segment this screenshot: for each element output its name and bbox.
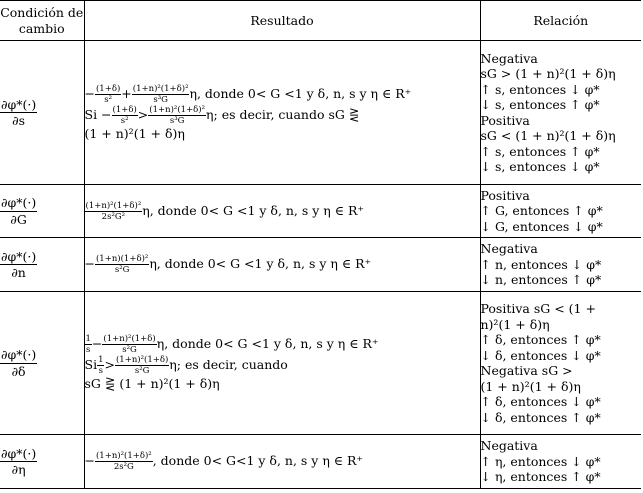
result-operator: +: [121, 85, 132, 101]
relation-line: ↑ δ, entonces ↓ φ*: [480, 394, 601, 409]
header-resultado: Resultado: [84, 1, 480, 41]
fraction-numerator: (1+n)²(1+δ)²: [85, 200, 142, 211]
result-line: [85, 201, 480, 222]
fraction-denominator: s³G: [148, 115, 206, 126]
result-operator: >: [104, 357, 115, 373]
fraction-denominator: ∂n: [0, 264, 37, 281]
fraction-denominator: s²G: [115, 365, 169, 376]
result-operator: −: [91, 336, 103, 352]
resultado-cell: [84, 435, 480, 489]
header-condicion: Condición de cambio: [0, 1, 84, 41]
fraction-denominator: ∂δ: [0, 363, 37, 380]
fraction: [95, 451, 153, 472]
relation-line: n)²(1 + δ)η: [480, 316, 550, 332]
result-line: [85, 451, 480, 472]
relation-line: sG > (1 + n)²(1 + δ)η: [480, 66, 616, 81]
relation-line: ↓ δ, entonces ↑ φ*: [480, 409, 601, 425]
relation-line: ↑ G, entonces ↑ φ*: [480, 203, 603, 219]
fraction-denominator: s: [86, 345, 91, 356]
fraction-numerator: 1: [85, 334, 91, 345]
relation-line: ↑ n, entonces ↓ φ*: [480, 256, 602, 272]
fraction: [112, 105, 138, 126]
fraction-numerator: ∂φ*(·): [1, 96, 37, 112]
fraction-denominator: s²: [95, 94, 121, 105]
result-prefix: Si: [84, 357, 98, 373]
fraction-numerator: (1+n)(1+δ)²: [95, 254, 149, 264]
fraction-numerator: ∂φ*(·): [1, 347, 37, 362]
relation-line: ↓ s, entonces ↑ φ*: [480, 97, 600, 112]
relation-line: Positiva: [480, 187, 530, 203]
resultado-cell: [84, 185, 480, 238]
resultado-cell: [84, 41, 480, 185]
relacion-cell: [480, 435, 641, 489]
result-operator: >: [137, 106, 149, 122]
table-row: [0, 185, 641, 238]
fraction-denominator: ∂s: [0, 112, 37, 129]
result-prefix: −: [84, 453, 95, 468]
fraction-denominator: s²G: [102, 344, 156, 355]
header-row: [0, 1, 641, 41]
fraction-numerator: (1+δ): [112, 104, 137, 115]
resultado-cell: [84, 238, 480, 292]
fraction: [85, 201, 143, 222]
relation-line: Negativa: [480, 438, 538, 454]
fraction: [85, 334, 92, 355]
relation-line: ↑ δ, entonces ↑ φ*: [480, 332, 601, 347]
fraction: [0, 446, 37, 478]
fraction-numerator: (1+n)²(1+δ): [103, 334, 156, 345]
fraction-denominator: s³G: [132, 94, 190, 105]
result-prefix: −: [84, 85, 95, 101]
result-suffix: η, donde 0< G <1 y δ, n, s y η ∈ R⁺: [142, 202, 365, 218]
condicion-cell: [0, 435, 84, 489]
fraction-numerator: (1+δ): [95, 83, 121, 94]
fraction: [95, 84, 121, 105]
relation-line: sG < (1 + n)²(1 + δ)η: [480, 128, 616, 143]
result-line: [85, 126, 480, 142]
fraction-denominator: s²: [112, 115, 138, 126]
result-line: [85, 254, 480, 275]
relation-line: Negativa sG >: [480, 363, 573, 378]
relation-line: (1 + n)²(1 + δ)η: [480, 378, 581, 394]
result-suffix: η; es decir, cuando: [169, 357, 288, 373]
fraction: [102, 334, 156, 355]
relation-line: Negativa: [480, 241, 538, 257]
fraction: [95, 254, 149, 275]
resultado-cell: [84, 292, 480, 435]
result-line: [85, 334, 480, 355]
fraction: [115, 355, 169, 376]
relation-line: ↓ G, entonces ↓ φ*: [480, 218, 603, 234]
relacion-cell: [480, 185, 641, 238]
fraction: [0, 97, 37, 129]
condicion-cell: [0, 238, 84, 292]
fraction-denominator: ∂G: [0, 211, 37, 228]
result-suffix: η, donde 0< G <1 y δ, n, s y η ∈ R⁺: [156, 336, 379, 352]
result-line: [85, 105, 480, 126]
result-prefix: sG ⋛ (1 + n)²(1 + δ)η: [84, 376, 220, 392]
fraction-denominator: s²G: [95, 264, 149, 275]
relation-line: ↓ n, entonces ↑ φ*: [480, 272, 602, 288]
fraction: [132, 84, 190, 105]
condicion-cell: [0, 41, 84, 185]
fraction-numerator: ∂φ*(·): [1, 248, 37, 264]
table-row: [0, 238, 641, 292]
relation-line: ↑ η, entonces ↓ φ*: [480, 453, 601, 469]
result-suffix: η, donde 0< G <1 y δ, n, s y η ∈ R⁺: [149, 256, 372, 271]
condicion-cell: [0, 292, 84, 435]
result-line: [85, 84, 480, 105]
relation-line: ↓ δ, entonces ↓ φ*: [480, 347, 601, 363]
fraction-denominator: 2s²G²: [85, 211, 143, 222]
result-prefix: (1 + n)²(1 + δ)η: [84, 125, 185, 141]
relacion-cell: [480, 41, 641, 185]
fraction-denominator: 2s²G: [95, 461, 153, 472]
fraction-numerator: (1+n)²(1+δ): [115, 355, 169, 366]
relation-line: ↑ s, entonces ↓ φ*: [480, 81, 600, 97]
fraction-denominator: s: [98, 366, 103, 377]
fraction-numerator: 1: [98, 355, 104, 366]
result-suffix: η; es decir, cuando sG ⋛: [206, 106, 360, 122]
fraction: [0, 347, 37, 379]
condicion-cell: [0, 185, 84, 238]
result-suffix: η, donde 0< G <1 y δ, n, s y η ∈ R⁺: [189, 85, 412, 101]
fraction-numerator: (1+n)²(1+δ)²: [132, 83, 189, 94]
relation-line: Negativa: [480, 50, 538, 66]
fraction: [0, 249, 37, 281]
table-row: [0, 292, 641, 435]
fraction-numerator: (1+n)²(1+δ)²: [149, 104, 206, 115]
relation-line: ↓ s, entonces ↓ φ*: [480, 159, 600, 174]
fraction: [148, 105, 206, 126]
result-line: [85, 376, 480, 392]
table-body: [0, 41, 641, 489]
fraction: [0, 195, 37, 227]
result-suffix: , donde 0< G<1 y δ, n, s y η ∈ R⁺: [152, 453, 364, 468]
result-prefix: Si −: [84, 106, 112, 122]
table-row: [0, 435, 641, 489]
relacion-cell: [480, 238, 641, 292]
relation-line: ↓ η, entonces ↑ φ*: [480, 469, 601, 485]
header-relacion: Relación: [480, 1, 641, 41]
relation-line: Positiva: [480, 112, 530, 128]
table-row: [0, 41, 641, 185]
fraction-denominator: ∂η: [0, 461, 37, 478]
relation-line: ↑ s, entonces ↑ φ*: [480, 143, 600, 159]
fraction-numerator: (1+n)²(1+δ)²: [95, 451, 152, 461]
fraction-numerator: ∂φ*(·): [1, 195, 37, 210]
result-line: [85, 355, 480, 376]
relacion-cell: [480, 292, 641, 435]
fraction-numerator: ∂φ*(·): [1, 445, 37, 461]
result-prefix: −: [84, 256, 95, 271]
relation-line: Positiva sG < (1 +: [480, 301, 596, 316]
